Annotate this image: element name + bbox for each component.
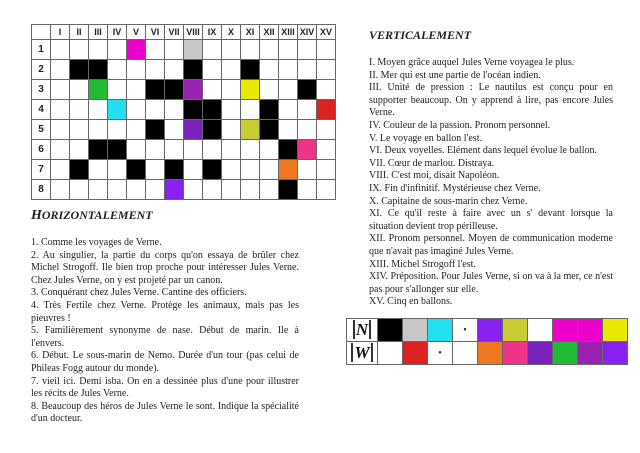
grid-cell[interactable] [222, 40, 241, 60]
colored-cell[interactable] [279, 160, 298, 180]
grid-row [32, 40, 336, 60]
grid-row [32, 120, 336, 140]
horizontal-clue: 1. Comme les voyages de Verne. [31, 237, 162, 248]
grid-cell[interactable] [298, 180, 317, 200]
legend-row [347, 319, 628, 342]
grid-cell[interactable] [108, 40, 127, 60]
grid-cell[interactable] [317, 60, 336, 80]
grid-cell[interactable] [184, 180, 203, 200]
vertical-clue: XIII. Michel Strogoff l'est. [369, 258, 476, 270]
black-cell[interactable] [279, 140, 298, 160]
vertical-clue: VI. Deux voyelles. Elément dans lequel évolue le ballon. [369, 145, 597, 157]
grid-cell[interactable] [89, 160, 108, 180]
vertical-clue: XV. Cinq en ballons. [369, 296, 453, 308]
grid-cell[interactable] [108, 120, 127, 140]
grid-cell[interactable] [165, 60, 184, 80]
horizontal-heading-initial: H [31, 208, 42, 223]
grid-cell[interactable] [127, 140, 146, 160]
black-cell[interactable] [203, 160, 222, 180]
column-label: XV [317, 25, 336, 40]
colored-cell[interactable] [184, 80, 203, 100]
grid-cell[interactable] [260, 80, 279, 100]
grid-cell[interactable] [127, 180, 146, 200]
grid-cell[interactable] [222, 100, 241, 120]
grid-cell[interactable] [184, 160, 203, 180]
grid-cell[interactable] [70, 40, 89, 60]
legend-label [347, 319, 378, 342]
legend-color-cell[interactable] [503, 342, 528, 365]
grid-cell[interactable] [165, 120, 184, 140]
grid-cell[interactable] [203, 180, 222, 200]
column-label: II [70, 25, 89, 40]
grid-cell[interactable] [146, 180, 165, 200]
grid-cell[interactable] [317, 120, 336, 140]
legend-dot-cell[interactable]: • [453, 319, 478, 342]
legend-color-cell[interactable] [503, 319, 528, 342]
legend-color-cell[interactable] [553, 342, 578, 365]
grid-cell[interactable] [203, 140, 222, 160]
grid-header-row [32, 25, 336, 40]
grid-cell[interactable] [51, 160, 70, 180]
grid-cell[interactable] [222, 180, 241, 200]
row-label: 7 [32, 160, 51, 180]
grid-cell[interactable] [298, 120, 317, 140]
legend-color-cell[interactable] [428, 319, 453, 342]
vertical-heading: VERTICALEMENT [369, 28, 472, 42]
grid-cell[interactable] [317, 140, 336, 160]
legend-color-cell[interactable] [553, 319, 578, 342]
row-label: 2 [32, 60, 51, 80]
grid-cell[interactable] [108, 180, 127, 200]
grid-cell[interactable] [317, 80, 336, 100]
legend-color-cell[interactable] [528, 319, 553, 342]
column-label: VI [146, 25, 165, 40]
grid-cell[interactable] [70, 100, 89, 120]
column-label: I [51, 25, 70, 40]
grid-cell[interactable] [89, 120, 108, 140]
black-cell[interactable] [203, 100, 222, 120]
colored-cell[interactable] [89, 80, 108, 100]
grid-cell[interactable] [241, 160, 260, 180]
column-label: III [89, 25, 108, 40]
colored-cell[interactable] [165, 180, 184, 200]
grid-cell[interactable] [203, 40, 222, 60]
horizontal-clue: 8. Beaucoup des héros de Jules Verne le sont. Indique la spécialité d'un docteur. [31, 400, 299, 425]
vertical-clue: VIII. C'est moi, disait Napoléon. [369, 170, 500, 182]
vertical-clue: XI. Ce qu'il reste à faire avec un s' devant lorsque la situation devient trop périlleuse. [369, 208, 613, 232]
grid-cell[interactable] [165, 40, 184, 60]
grid-cell[interactable] [70, 180, 89, 200]
grid-cell[interactable] [317, 160, 336, 180]
legend-color-cell[interactable] [403, 342, 428, 365]
grid-row [32, 60, 336, 80]
grid-cell[interactable] [51, 80, 70, 100]
grid-cell[interactable] [241, 100, 260, 120]
grid-cell[interactable] [89, 100, 108, 120]
row-label: 8 [32, 180, 51, 200]
colored-cell[interactable] [241, 120, 260, 140]
horizontal-heading [31, 208, 153, 224]
grid-cell[interactable] [184, 140, 203, 160]
legend-color-cell[interactable] [528, 342, 553, 365]
grid-cell[interactable] [298, 40, 317, 60]
grid-cell[interactable] [127, 120, 146, 140]
black-cell[interactable] [241, 60, 260, 80]
colored-cell[interactable] [184, 120, 203, 140]
legend-color-cell[interactable] [578, 342, 603, 365]
legend-color-cell[interactable] [453, 342, 478, 365]
row-label: 5 [32, 120, 51, 140]
vertical-clue: II. Mer qui est une partie de l'océan indien. [369, 69, 541, 81]
grid-cell[interactable] [51, 180, 70, 200]
horizontal-clues [31, 237, 299, 426]
column-label: IX [203, 25, 222, 40]
colored-cell[interactable] [298, 140, 317, 160]
legend-color-cell[interactable] [603, 319, 628, 342]
black-cell[interactable] [108, 140, 127, 160]
grid-cell[interactable] [222, 140, 241, 160]
vertical-clue: III. Unité de pression : Le nautilus est conçu pour en supporter beaucoup. On y apprend à lire, pas encore Jules Verne. [369, 82, 613, 119]
legend-dot-cell[interactable]: • [428, 342, 453, 365]
grid-cell[interactable] [260, 60, 279, 80]
legend-letter: N [353, 320, 371, 339]
grid-cell[interactable] [127, 100, 146, 120]
grid-cell[interactable] [279, 60, 298, 80]
legend-color-cell[interactable] [378, 319, 403, 342]
vertical-clue: XII. Pronom personnel. Moyen de communication moderne que n'avait pas imaginé Jules Verne. [369, 233, 613, 257]
column-label: IV [108, 25, 127, 40]
grid-cell[interactable] [146, 100, 165, 120]
grid-cell[interactable] [146, 40, 165, 60]
vertical-clue: VII. Cœur de marlou. Distraya. [369, 157, 495, 169]
black-cell[interactable] [184, 100, 203, 120]
row-label: 3 [32, 80, 51, 100]
black-cell[interactable] [260, 100, 279, 120]
black-cell[interactable] [298, 80, 317, 100]
grid-cell[interactable] [146, 160, 165, 180]
black-cell[interactable] [146, 120, 165, 140]
grid-cell[interactable] [146, 140, 165, 160]
grid-cell[interactable] [260, 180, 279, 200]
grid-cell[interactable] [222, 120, 241, 140]
black-cell[interactable] [89, 60, 108, 80]
grid-cell[interactable] [279, 120, 298, 140]
crossword-grid [31, 24, 336, 200]
vertical-clue: V. Le voyage en ballon l'est. [369, 132, 482, 144]
grid-cell[interactable] [279, 100, 298, 120]
column-label: V [127, 25, 146, 40]
vertical-clue: XIV. Préposition. Pour Jules Verne, si on va à la mer, ce n'est pas pour s'allonger sur elle. [369, 271, 613, 295]
grid-cell[interactable] [298, 100, 317, 120]
grid-cell[interactable] [222, 160, 241, 180]
column-label: XII [260, 25, 279, 40]
grid-cell[interactable] [279, 80, 298, 100]
row-label: 1 [32, 40, 51, 60]
legend-color-cell[interactable] [578, 319, 603, 342]
vertical-clue: IX. Fin d'infinitif. Mystérieuse chez Verne. [369, 182, 541, 194]
grid-cell[interactable] [241, 40, 260, 60]
grid-cell[interactable] [203, 80, 222, 100]
grid-cell[interactable] [165, 140, 184, 160]
black-cell[interactable] [89, 140, 108, 160]
colored-cell[interactable] [127, 40, 146, 60]
coordinate-legend [346, 318, 628, 365]
grid-cell[interactable] [108, 160, 127, 180]
grid-row [32, 80, 336, 100]
grid-cell[interactable] [241, 140, 260, 160]
grid-cell[interactable] [51, 120, 70, 140]
grid-cell[interactable] [108, 60, 127, 80]
grid-cell[interactable] [260, 160, 279, 180]
grid-cell[interactable] [51, 60, 70, 80]
colored-cell[interactable] [184, 40, 203, 60]
grid-cell[interactable] [241, 180, 260, 200]
legend-row [347, 342, 628, 365]
column-label: VIII [184, 25, 203, 40]
column-label: XIII [279, 25, 298, 40]
grid-cell[interactable] [89, 180, 108, 200]
grid-cell[interactable] [127, 60, 146, 80]
black-cell[interactable] [127, 160, 146, 180]
black-cell[interactable] [260, 120, 279, 140]
grid-cell[interactable] [317, 40, 336, 60]
grid-cell[interactable] [51, 100, 70, 120]
row-label: 6 [32, 140, 51, 160]
row-label: 4 [32, 100, 51, 120]
grid-cell[interactable] [317, 180, 336, 200]
black-cell[interactable] [70, 160, 89, 180]
grid-corner [32, 25, 51, 40]
legend-color-cell[interactable] [478, 319, 503, 342]
grid-cell[interactable] [165, 100, 184, 120]
colored-cell[interactable] [108, 100, 127, 120]
horizontal-clue: 2. Au singulier, la partie du corps qu'on essaya de brûler chez Michel Strogoff. Ile bien trop proche pour intéresser Jules Verne. Chez Jules Verne, on y est projeté par un canon. [31, 249, 299, 286]
colored-cell[interactable] [317, 100, 336, 120]
legend-letter: W [351, 343, 372, 362]
grid-cell[interactable] [222, 60, 241, 80]
legend-color-cell[interactable] [478, 342, 503, 365]
grid-row [32, 180, 336, 200]
black-cell[interactable] [203, 120, 222, 140]
grid-cell[interactable] [127, 80, 146, 100]
grid-cell[interactable] [203, 60, 222, 80]
grid-cell[interactable] [298, 160, 317, 180]
vertical-clue: I. Moyen grâce auquel Jules Verne voyagea le plus. [369, 57, 575, 68]
legend-label [347, 342, 378, 365]
black-cell[interactable] [279, 180, 298, 200]
grid-body [32, 40, 336, 200]
grid-cell[interactable] [260, 40, 279, 60]
grid-cell[interactable] [108, 80, 127, 100]
grid-cell[interactable] [89, 40, 108, 60]
black-cell[interactable] [165, 160, 184, 180]
grid-cell[interactable] [146, 60, 165, 80]
horizontal-clue: 6. Début. Le sous-marin de Nemo. Durée d'un tour (pas celui de Phileas Fogg autour du monde). [31, 350, 299, 374]
horizontal-heading-rest: ORIZONTALEMENT [41, 208, 153, 222]
horizontal-clue: 5. Familièrement synonyme de nase. Début de marin. Ile à l'envers. [31, 325, 299, 349]
grid-cell[interactable] [222, 80, 241, 100]
grid-cell[interactable] [51, 140, 70, 160]
horizontal-clue: 4. Très Fertile chez Verne. Protège les animaux, mais pas les pieuvres ! [31, 299, 299, 324]
vertical-clue: X. Capitaine de sous-marin chez Verne. [369, 195, 528, 207]
horizontal-clue: 7. vieil ici. Demi isba. On en a dessinée plus d'une pour illustrer les récits de Jules Verne. [31, 375, 299, 400]
vertical-clue: IV. Couleur de la passion. Pronom personnel. [369, 119, 551, 131]
grid-cell[interactable] [279, 40, 298, 60]
vertical-clues [369, 57, 613, 309]
horizontal-clue: 3. Conquérant chez Jules Verne. Cantine des officiers. [31, 287, 247, 299]
column-label: XI [241, 25, 260, 40]
grid-cell[interactable] [70, 80, 89, 100]
black-cell[interactable] [70, 60, 89, 80]
legend-color-cell[interactable] [603, 342, 628, 365]
grid-cell[interactable] [51, 40, 70, 60]
black-cell[interactable] [184, 60, 203, 80]
colored-cell[interactable] [241, 80, 260, 100]
grid-cell[interactable] [70, 140, 89, 160]
black-cell[interactable] [165, 80, 184, 100]
black-cell[interactable] [146, 80, 165, 100]
column-label: VII [165, 25, 184, 40]
column-label: XIV [298, 25, 317, 40]
grid-row [32, 100, 336, 120]
grid-row [32, 140, 336, 160]
legend-color-cell[interactable] [403, 319, 428, 342]
grid-row [32, 160, 336, 180]
grid-cell[interactable] [70, 120, 89, 140]
grid-cell[interactable] [298, 60, 317, 80]
column-label: X [222, 25, 241, 40]
grid-cell[interactable] [260, 140, 279, 160]
legend-color-cell[interactable] [378, 342, 403, 365]
legend-body [347, 319, 628, 365]
